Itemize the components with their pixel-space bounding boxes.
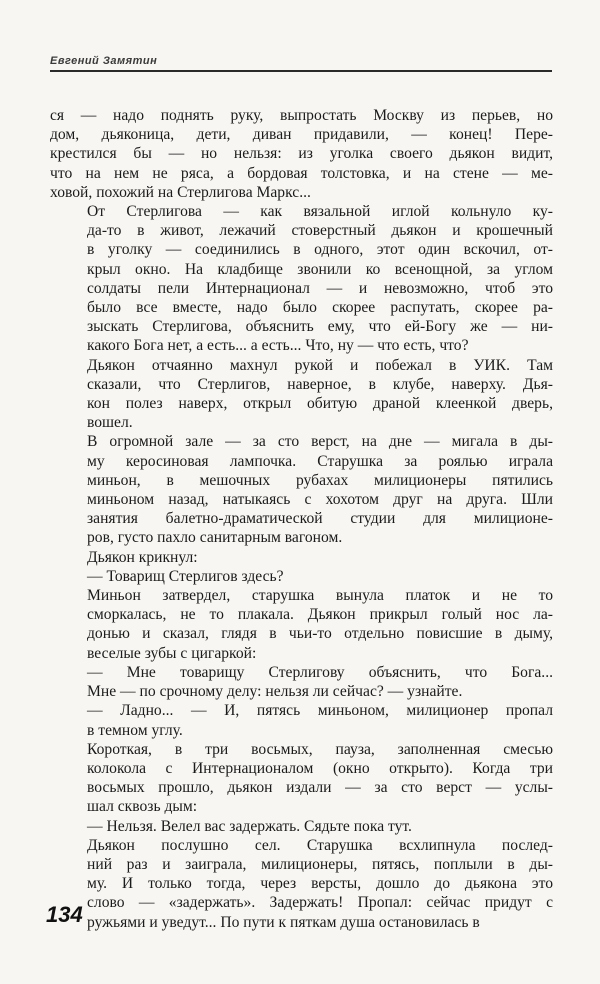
text-line: ний раз и заиграла, милиционеры, пятясь, поплыли в ды- bbox=[87, 855, 553, 873]
text-line: му. И только тогда, через версты, дошло до дьякона это bbox=[87, 875, 553, 893]
paragraph bbox=[50, 202, 553, 356]
text-line: Короткая, в три восьмых, пауза, заполненная смесью bbox=[87, 740, 553, 758]
text-line: веселые зубы с цигаркой: bbox=[87, 644, 257, 662]
text-line: кон полез наверх, открыл обитую драной клеенкой дверь, bbox=[87, 395, 553, 413]
text-line: ся — надо поднять руку, выпростать Москву из перьев, но bbox=[50, 107, 553, 124]
paragraph bbox=[50, 432, 553, 547]
text-line: крестился бы — но нельзя: из уголка своего дьякон видит, bbox=[50, 145, 553, 163]
text-line: что на нем не ряса, а бордовая толстовка, и на стене — ме- bbox=[50, 164, 553, 182]
text-line: в темном углу. bbox=[87, 721, 183, 739]
text-line: восьмых прошло, дьякон издали — за сто верст — услы- bbox=[87, 779, 553, 797]
text-line: — Нельзя. Велел вас задержать. Сядьте пока тут. bbox=[87, 817, 412, 835]
text-line: — Ладно... — И, пятясь миньоном, милиционер пропал bbox=[87, 702, 553, 720]
paragraph bbox=[50, 817, 553, 836]
text-line: шал сквозь дым: bbox=[87, 798, 198, 816]
text-line: Мне — по срочному делу: нельзя ли сейчас? — узнайте. bbox=[87, 683, 463, 701]
text-line: ховой, похожий на Стерлигова Маркс... bbox=[50, 183, 311, 201]
paragraph bbox=[50, 701, 553, 739]
text-line: да-то в живот, лежачий стоверстный дьякон и крошечный bbox=[87, 222, 553, 240]
text-line: зыскать Стерлигова, объяснить ему, что ей-Богу же — ни- bbox=[87, 318, 553, 336]
text-line: слово — «задержать». Задержать! Пропал: сейчас придут с bbox=[87, 894, 553, 912]
text-line: От Стерлигова — как вязальной иглой кольнуло ку- bbox=[87, 203, 553, 221]
text-line: солдаты пели Интернационал — и невозможно, чтоб это bbox=[87, 279, 553, 297]
page-number: 134 bbox=[46, 902, 83, 927]
text-line: сморкалась, не то плакала. Дьякон прикрыл голый нос ла- bbox=[87, 606, 553, 624]
paragraph bbox=[50, 836, 553, 932]
running-title: Евгений Замятин bbox=[50, 55, 158, 67]
text-line: сказали, что Стерлигов, наверное, в клубе, наверху. Дья- bbox=[87, 375, 553, 393]
text-line: миньоном назад, натыкаясь с хохотом друг на друга. Шли bbox=[87, 491, 553, 509]
paragraph bbox=[50, 356, 553, 433]
paragraph bbox=[50, 586, 553, 663]
text-line: В огромной зале — за сто верст, на дне — мигала в ды- bbox=[87, 433, 553, 451]
text-line: колокола с Интернационалом (окно открыто). Когда три bbox=[87, 759, 553, 777]
text-line: донью и сказал, глядя в чьи-то отдельно повисшие в дыму, bbox=[87, 625, 553, 643]
text-line: ружьями и уведут... По пути к пяткам душа остановилась в bbox=[87, 913, 480, 931]
paragraph bbox=[50, 106, 553, 202]
paragraph bbox=[50, 740, 553, 817]
text-line: — Товарищ Стерлигов здесь? bbox=[87, 567, 284, 585]
header-rule bbox=[50, 70, 552, 72]
text-line: в уголку — соединились в одного, этот один вскочил, от- bbox=[87, 241, 553, 259]
text-line: Дьякон послушно сел. Старушка всхлипнула послед- bbox=[87, 836, 553, 854]
text-line: занятия балетно-драматической студии для милиционе- bbox=[87, 510, 553, 528]
text-line: было все вместе, надо было скорее распутать, скорее ра- bbox=[87, 299, 553, 317]
text-line: крыл окно. На кладбище звонили ко всенощной, за углом bbox=[87, 260, 553, 278]
text-line: миньон, в мешочных рубахах милиционеры пятились bbox=[87, 471, 553, 489]
text-line: Дьякон крикнул: bbox=[87, 548, 198, 566]
text-line: му керосиновая лампочка. Старушка за роялью играла bbox=[87, 452, 553, 470]
text-line: ров, густо пахло санитарным вагоном. bbox=[87, 529, 343, 547]
text-line: Миньон затвердел, старушка вынула платок и не то bbox=[87, 587, 553, 605]
text-line: — Мне товарищу Стерлигову объяснить, что Бога... bbox=[87, 663, 553, 681]
text-line: вошел. bbox=[87, 414, 133, 432]
body-text bbox=[50, 106, 553, 932]
text-line: Дьякон отчаянно махнул рукой и побежал в УИК. Там bbox=[87, 356, 553, 374]
paragraph bbox=[50, 548, 553, 567]
paragraph bbox=[50, 567, 553, 586]
paragraph bbox=[50, 663, 553, 701]
text-line: какого Бога нет, а есть... а есть... Что, ну — что есть, что? bbox=[87, 337, 469, 355]
text-line: дом, дьяконица, дети, диван придавили, — конец! Пере- bbox=[50, 126, 553, 144]
